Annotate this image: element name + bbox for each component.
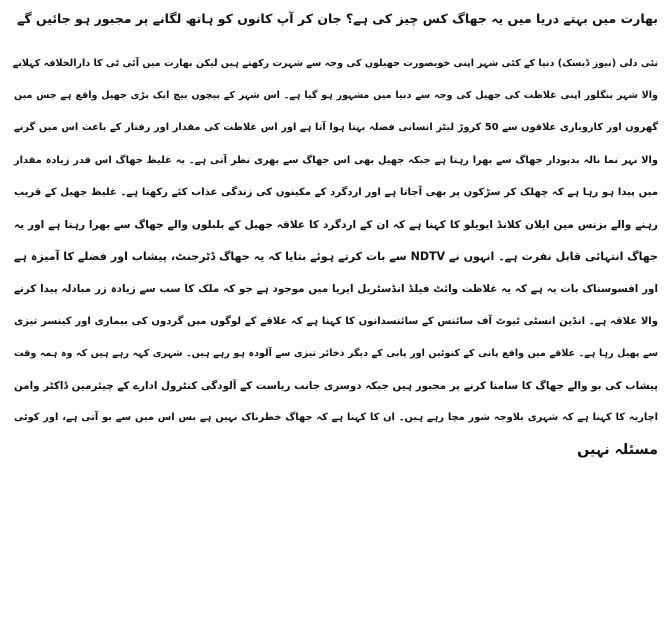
body-line: والا شہر بنگلور اپنی غلاظت کی جھیل کی وجہ سے دنیا میں مشہور ہو گیا ہے۔ اس شہر کے بیچوں بیچ ایک بڑی جھیل واقع ہے جس میں xyxy=(14,90,658,102)
body-line: والا نہر نما نالہ بدبودار جھاگ سے بھرا رہتا ہے جبکہ جھیل بھی اس جھاگ سے بھری نظر آتی ہے۔ یہ غلیظ جھاگ اس قدر زیادہ مقدار xyxy=(14,154,658,166)
body-line: نئی دلی (نیوز ڈیسک) دنیا کے کئی شہر اپنی خوبصورت جھیلوں کی وجہ سے شہرت رکھتے ہیں لیکن بھارت میں آئی ٹی کا دارالخلافہ کہلانے xyxy=(12,58,658,69)
body-line: اچاریہ کا کہنا ہے کہ شہری بلاوجہ شور مچا رہے ہیں۔ ان کا کہنا ہے کہ جھاگ خطرناک نہیں ہے بس اس میں سے بو آتی ہے، اور کوئی xyxy=(14,412,658,424)
article-body xyxy=(14,48,658,467)
article-headline: بھارت میں بہتے دریا میں یہ جھاگ کس چیز کی ہے؟ جان کر آپ کانوں کو ہاتھ لگانے پر مجبور ہو جائیں گے xyxy=(17,11,658,26)
body-line: جھاگ انتہائی قابل نفرت ہے۔ انہوں نے NDTV سے بات کرتے ہوئے بتایا کہ یہ جھاگ ڈٹرجنٹ، پیشاب اور فضلے کا آمیزہ ہے xyxy=(14,250,659,264)
body-line: پیشاب کی بو والے جھاگ کا سامنا کرنے پر مجبور ہیں جبکہ دوسری جانب ریاست کے آلودگی کنٹرول ادارے کے چیئرمین ڈاکٹر وامن xyxy=(14,380,658,393)
body-line: گھروں اور کاروباری علاقوں سے 50 کروڑ لیٹر انسانی فضلہ بہتا ہوا آتا ہے اور اس غلاظت کی مقدار اور رفتار کے باعث اس میں گرنے xyxy=(14,122,658,134)
body-line: سے پھیل رہا ہے۔ علاقے میں واقع پانی کے کنوئیں اور پانی کے دیگر ذخائر تیزی سے آلودہ ہو رہے ہیں۔ شہری کہہ رہے ہیں کہ وہ ہمہ وقت xyxy=(14,347,658,359)
body-line: میں پیدا ہو رہا ہے کہ چھلک کر سڑکوں پر بھی آجاتا ہے اور اردگرد کے مکینوں کی زندگی عذاب کئے رکھتا ہے۔ غلیظ جھیل کے قریب xyxy=(14,186,658,198)
body-line-last: مسئلہ نہیں xyxy=(577,442,658,459)
body-line: اور افسوسناک بات یہ ہے کہ یہ غلاظت وائٹ فیلڈ انڈسٹریل ایریا میں موجود ہے جو کہ ملک کا سب سے زیادہ زر مبادلہ پیدا کرنے xyxy=(14,283,658,296)
body-line: رہنے والے بزنس مین ایلان کلانڈ ایویلو کا کہنا ہے کہ ان کے اردگرد کا علاقہ جھیل کے بلبلوں والے جھاگ سے بھرا رہتا ہے اور یہ xyxy=(14,219,658,232)
body-line: والا علاقہ ہے۔ انڈین انسٹی ٹیوٹ آف سائنس کے سائنسدانوں کا کہنا ہے کہ علاقے کے لوگوں میں گردوں کی بیماری اور کینسر تیزی xyxy=(14,315,658,327)
